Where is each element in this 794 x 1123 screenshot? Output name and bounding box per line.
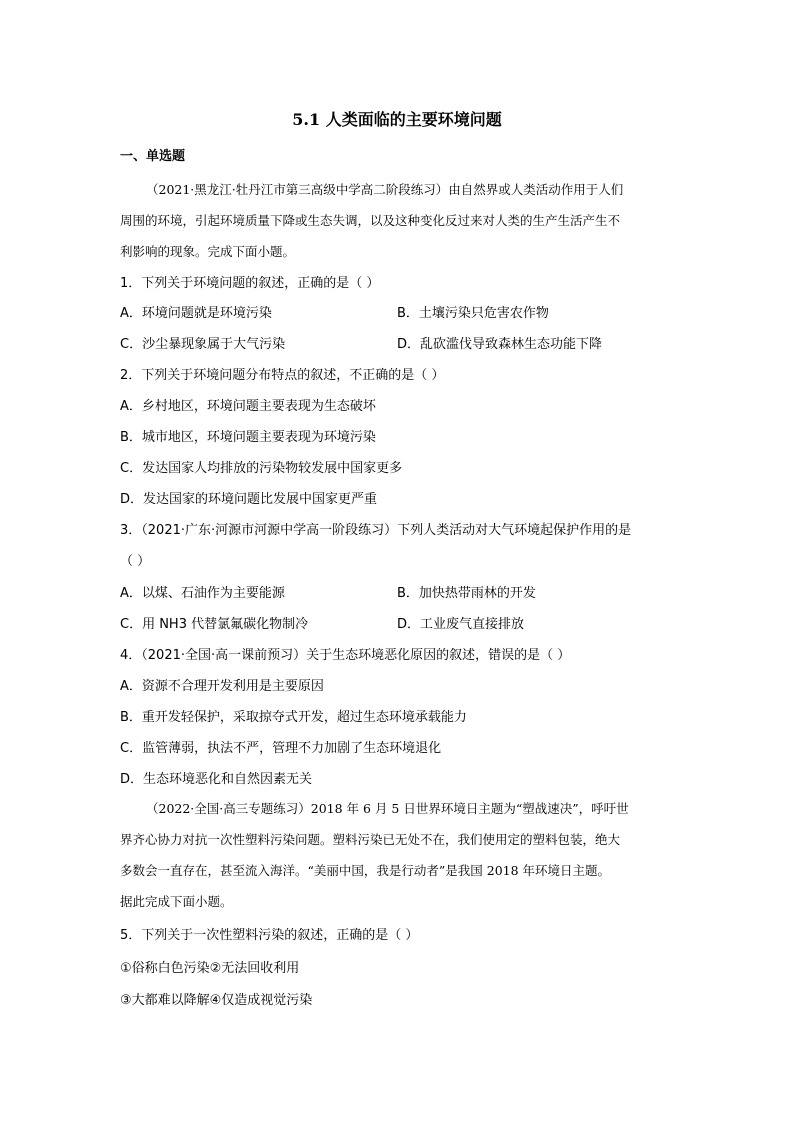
- question-1-option-d: D．乱砍滥伐导致森林生态功能下降: [397, 337, 603, 352]
- question-3-option-a: A．以煤、石油作为主要能源: [120, 586, 285, 601]
- passage1-line2: 周围的环境，引起环境质量下降或生态失调，以及这种变化反过来对人类的生产生活产生不: [120, 213, 621, 228]
- question-4-option-d: D．生态环境恶化和自然因素无关: [120, 772, 313, 787]
- question-3-stem-paren: （ ）: [120, 554, 151, 569]
- question-4-option-b: B．重开发轻保护，采取掠夺式开发，超过生态环境承载能力: [120, 710, 467, 725]
- question-4-stem: 4．（2021·全国·高一课前预习）关于生态环境恶化原因的叙述，错误的是（ ）: [120, 648, 571, 663]
- question-5-options-line2: ③大都难以降解④仅造成视觉污染: [120, 993, 313, 1008]
- question-3-stem: 3．（2021·广东·河源市河源中学高一阶段练习）下列人类活动对大气环境起保护作用的是: [120, 523, 632, 538]
- question-4-option-a: A．资源不合理开发利用是主要原因: [120, 679, 324, 694]
- question-1-option-a: A．环境问题就是环境污染: [120, 306, 272, 321]
- question-3-option-d: D．工业废气直接排放: [397, 617, 525, 632]
- section-heading: 一、单选题: [120, 149, 186, 164]
- question-2-option-b: B．城市地区，环境问题主要表现为环境污染: [120, 430, 376, 445]
- question-3-option-c: C．用 NH3 代替氯氟碳化物制冷: [120, 617, 309, 632]
- question-2-stem: 2．下列关于环境问题分布特点的叙述，不正确的是（ ）: [120, 368, 445, 383]
- question-5-stem: 5．下列关于一次性塑料污染的叙述，正确的是（ ）: [120, 928, 419, 943]
- passage1-line1: （2021·黑龙江·牡丹江市第三高级中学高二阶段练习）由自然界或人类活动作用于人们: [146, 182, 624, 197]
- question-1-option-c: C．沙尘暴现象属于大气污染: [120, 337, 286, 352]
- passage2-line2: 界齐心协力对抗一次性塑料污染问题。塑料污染已无处不在，我们使用定的塑料包装，绝大: [120, 832, 621, 847]
- passage2-line1: （2022·全国·高三专题练习）2018 年 6 月 5 日世界环境日主题为“塑战速决”，呼吁世: [146, 801, 629, 816]
- page-title: 5.1 人类面临的主要环境问题: [292, 110, 502, 129]
- passage2-line3: 多数会一直存在，甚至流入海洋。“美丽中国，我是行动者”是我国 2018 年环境日主题。: [120, 863, 611, 878]
- question-1-stem: 1．下列关于环境问题的叙述，正确的是（ ）: [120, 276, 380, 291]
- question-2-option-d: D．发达国家的环境问题比发展中国家更严重: [120, 492, 378, 507]
- passage1-line3: 利影响的现象。完成下面小题。: [120, 244, 296, 259]
- passage2-line4: 据此完成下面小题。: [120, 894, 233, 909]
- question-3-option-b: B．加快热带雨林的开发: [397, 586, 536, 601]
- question-1-option-b: B．土壤污染只危害农作物: [397, 306, 549, 321]
- question-4-option-c: C．监管薄弱，执法不严，管理不力加剧了生态环境退化: [120, 741, 442, 756]
- question-2-option-a: A．乡村地区，环境问题主要表现为生态破坏: [120, 399, 376, 414]
- question-2-option-c: C．发达国家人均排放的污染物较发展中国家更多: [120, 461, 403, 476]
- question-5-options-line1: ①俗称白色污染②无法回收利用: [120, 961, 300, 976]
